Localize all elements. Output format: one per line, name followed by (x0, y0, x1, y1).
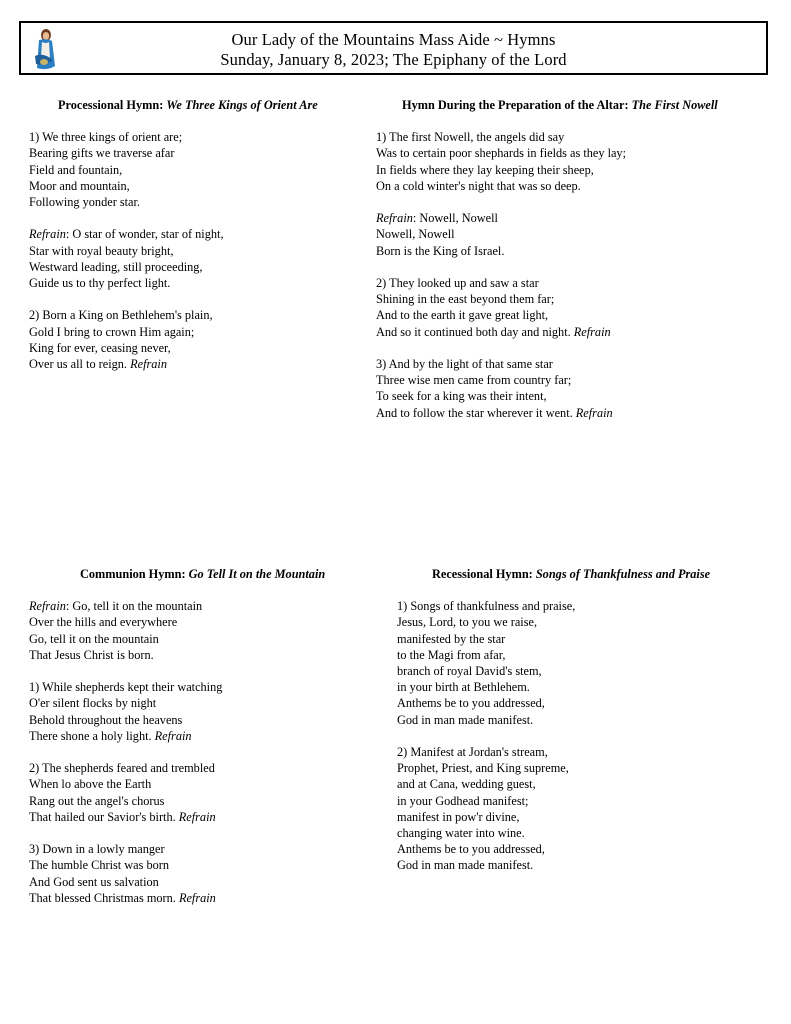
hymn-name: We Three Kings of Orient Are (166, 98, 318, 112)
lyric-text: : O star of wonder, star of night, (65, 227, 224, 242)
lyric-line (29, 598, 359, 614)
verse (376, 210, 766, 259)
lyric-text: 1) The first Nowell, the angels did say (376, 130, 565, 145)
header-title (21, 30, 766, 70)
lyric-line (29, 340, 359, 356)
lyric-line (397, 793, 767, 809)
lyric-line (397, 614, 767, 630)
lyric-line (29, 275, 359, 291)
lyric-text: In fields where they lay keeping their sheep, (376, 162, 594, 177)
lyric-line (29, 695, 359, 711)
lyric-text: 2) The shepherds feared and trembled (29, 761, 215, 776)
verse (29, 679, 359, 744)
hymn-title-prefix: Processional Hymn: (58, 98, 167, 112)
lyric-line (29, 890, 359, 906)
verse (376, 129, 766, 194)
verse (376, 275, 766, 340)
lyric-text: Westward leading, still proceeding, (29, 259, 203, 274)
lyric-line (29, 356, 359, 372)
hymn-title (29, 97, 359, 113)
lyric-line (376, 405, 766, 421)
lyric-line (29, 857, 359, 873)
lyric-text: 3) Down in a lowly manger (29, 842, 165, 857)
lyric-text: The humble Christ was born (29, 858, 170, 873)
lyric-line (397, 809, 767, 825)
lyric-line (397, 712, 767, 728)
hymn-processional (29, 97, 359, 388)
lyric-line (29, 614, 359, 630)
lyric-line (397, 679, 767, 695)
lyric-line (29, 162, 359, 178)
lyric-line (397, 760, 767, 776)
lyric-text: To seek for a king was their intent, (376, 389, 547, 404)
lyric-text: Born is the King of Israel. (376, 243, 505, 258)
lyric-text: That hailed our Savior's birth. (29, 809, 179, 824)
lyric-text: in your Godhead manifest; (397, 793, 529, 808)
lyric-text: to the Magi from afar, (397, 647, 506, 662)
lyric-line (397, 776, 767, 792)
lyric-text: King for ever, ceasing never, (29, 340, 171, 355)
hymn-preparation (376, 97, 766, 437)
lyric-text: God in man made manifest. (397, 712, 534, 727)
lyric-text: manifest in pow'r divine, (397, 809, 520, 824)
hymn-title (29, 566, 359, 582)
lyric-text: Moor and mountain, (29, 178, 130, 193)
lyric-line (397, 598, 767, 614)
lyric-line (376, 178, 766, 194)
lyric-text: And so it continued both day and night. (376, 324, 574, 339)
lyric-text: There shone a holy light. (29, 728, 155, 743)
lyric-line (376, 307, 766, 323)
refrain-label: Refrain (575, 405, 613, 420)
lyric-line (376, 243, 766, 259)
verse (29, 307, 359, 372)
refrain-label: Refrain (130, 357, 167, 372)
lyric-text: Jesus, Lord, to you we raise, (397, 615, 538, 630)
verse (29, 841, 359, 906)
lyric-text: in your birth at Bethlehem. (397, 680, 530, 695)
verse (376, 356, 766, 421)
lyric-line (29, 324, 359, 340)
lyric-text: Over the hills and everywhere (29, 615, 178, 630)
hymn-title-prefix: Communion Hymn: (80, 567, 189, 581)
lyric-line (397, 647, 767, 663)
lyric-text: branch of royal David's stem, (397, 664, 542, 679)
lyric-text: Star with royal beauty bright, (29, 243, 174, 258)
lyric-text: 2) They looked up and saw a star (376, 276, 539, 290)
lyric-text: 2) Born a King on Bethlehem's plain, (29, 308, 213, 323)
lyric-text: And to the earth it gave great light, (376, 308, 549, 323)
header-line-1: Our Lady of the Mountains Mass Aide ~ Hymns (231, 30, 556, 49)
lyric-text: Anthems be to you addressed, (397, 696, 545, 711)
lyric-line (397, 695, 767, 711)
lyric-line (29, 793, 359, 809)
lyric-line (376, 145, 766, 161)
lyric-text: On a cold winter's night that was so deep. (376, 178, 581, 193)
lyric-text: Three wise men came from country far; (376, 373, 572, 388)
verse (397, 598, 767, 728)
refrain-label: Refrain (376, 211, 413, 226)
verse (29, 760, 359, 825)
lyric-text: Guide us to thy perfect light. (29, 276, 171, 291)
lyric-line (29, 776, 359, 792)
lyric-text: 2) Manifest at Jordan's stream, (397, 745, 548, 760)
lyric-text: When lo above the Earth (29, 777, 152, 792)
lyric-text: O'er silent flocks by night (29, 696, 157, 711)
hymn-recessional (397, 566, 767, 890)
lyric-line (376, 162, 766, 178)
lyric-line (376, 226, 766, 242)
lyric-text: manifested by the star (397, 631, 506, 646)
lyric-text: Field and fountain, (29, 162, 123, 177)
lyric-line (376, 324, 766, 340)
refrain-label: Refrain (29, 227, 66, 242)
lyric-text: Was to certain poor shephards in fields as they lay; (376, 146, 627, 161)
refrain-label: Refrain (178, 809, 216, 824)
lyric-line (376, 210, 766, 226)
lyric-line (376, 372, 766, 388)
lyric-text: That Jesus Christ is born. (29, 647, 154, 662)
refrain-label: Refrain (29, 599, 66, 614)
lyric-text: That blessed Christmas morn. (29, 890, 179, 905)
lyric-text: changing water into wine. (397, 826, 525, 841)
lyric-line (397, 825, 767, 841)
lyric-text: Anthems be to you addressed, (397, 842, 545, 857)
lyric-line (29, 129, 359, 145)
verse (397, 744, 767, 874)
lyric-line (29, 647, 359, 663)
lyric-text: And to follow the star wherever it went. (376, 405, 576, 420)
lyric-line (29, 809, 359, 825)
lyric-text: Bearing gifts we traverse afar (29, 146, 175, 161)
lyric-line (29, 259, 359, 275)
lyric-text: 1) Songs of thankfulness and praise, (397, 599, 576, 614)
lyric-line (29, 679, 359, 695)
lyric-text: Over us all to reign. (29, 357, 131, 372)
lyric-line (397, 841, 767, 857)
lyric-line (29, 712, 359, 728)
hymn-title-prefix: Recessional Hymn: (432, 567, 536, 581)
lyric-line (397, 663, 767, 679)
lyric-text: Behold throughout the heavens (29, 712, 183, 727)
lyric-line (376, 388, 766, 404)
hymn-title-prefix: Hymn During the Preparation of the Altar: (402, 98, 632, 112)
header-line-2: Sunday, January 8, 2023; The Epiphany of the Lord (220, 50, 567, 69)
hymn-title (397, 566, 767, 582)
lyric-line (29, 194, 359, 210)
lyric-text: 1) While shepherds kept their watching (29, 680, 223, 695)
lyric-text: : Go, tell it on the mountain (65, 599, 203, 614)
lyric-line (29, 226, 359, 242)
refrain-label: Refrain (154, 728, 192, 743)
lyric-text: Prophet, Priest, and King supreme, (397, 761, 569, 776)
lyric-line (376, 291, 766, 307)
hymn-communion (29, 566, 359, 922)
lyric-line (29, 874, 359, 890)
lyric-text: God in man made manifest. (397, 858, 534, 873)
lyric-text: And God sent us salvation (29, 874, 159, 889)
lyric-line (376, 129, 766, 145)
verse (29, 226, 359, 291)
hymn-name: Go Tell It on the Mountain (188, 567, 326, 581)
lyric-line (397, 857, 767, 873)
lyric-text: Gold I bring to crown Him again; (29, 324, 195, 339)
header-box (19, 21, 768, 75)
lyric-line (397, 744, 767, 760)
lyric-line (29, 841, 359, 857)
lyric-text: and at Cana, wedding guest, (397, 777, 536, 792)
lyric-text: : Nowell, Nowell (412, 211, 498, 226)
lyric-text: 1) We three kings of orient are; (29, 130, 183, 145)
lyric-line (397, 631, 767, 647)
hymn-name: The First Nowell (631, 98, 718, 112)
lyric-line (29, 178, 359, 194)
lyric-line (376, 275, 766, 291)
lyric-line (29, 631, 359, 647)
lyric-line (29, 728, 359, 744)
lyric-text: Rang out the angel's chorus (29, 793, 165, 808)
lyric-line (29, 145, 359, 161)
verse (29, 598, 359, 663)
verse (29, 129, 359, 210)
refrain-label: Refrain (573, 324, 611, 339)
hymn-title (376, 97, 766, 113)
lyric-line (29, 243, 359, 259)
lyric-line (29, 307, 359, 323)
lyric-text: 3) And by the light of that same star (376, 357, 553, 371)
hymn-name: Songs of Thankfulness and Praise (535, 567, 711, 581)
refrain-label: Refrain (178, 890, 216, 905)
lyric-text: Following yonder star. (29, 195, 141, 210)
lyric-text: Shining in the east beyond them far; (376, 292, 555, 307)
lyric-line (29, 760, 359, 776)
lyric-text: Go, tell it on the mountain (29, 631, 159, 646)
lyric-text: Nowell, Nowell (376, 227, 455, 242)
lyric-line (376, 356, 766, 372)
